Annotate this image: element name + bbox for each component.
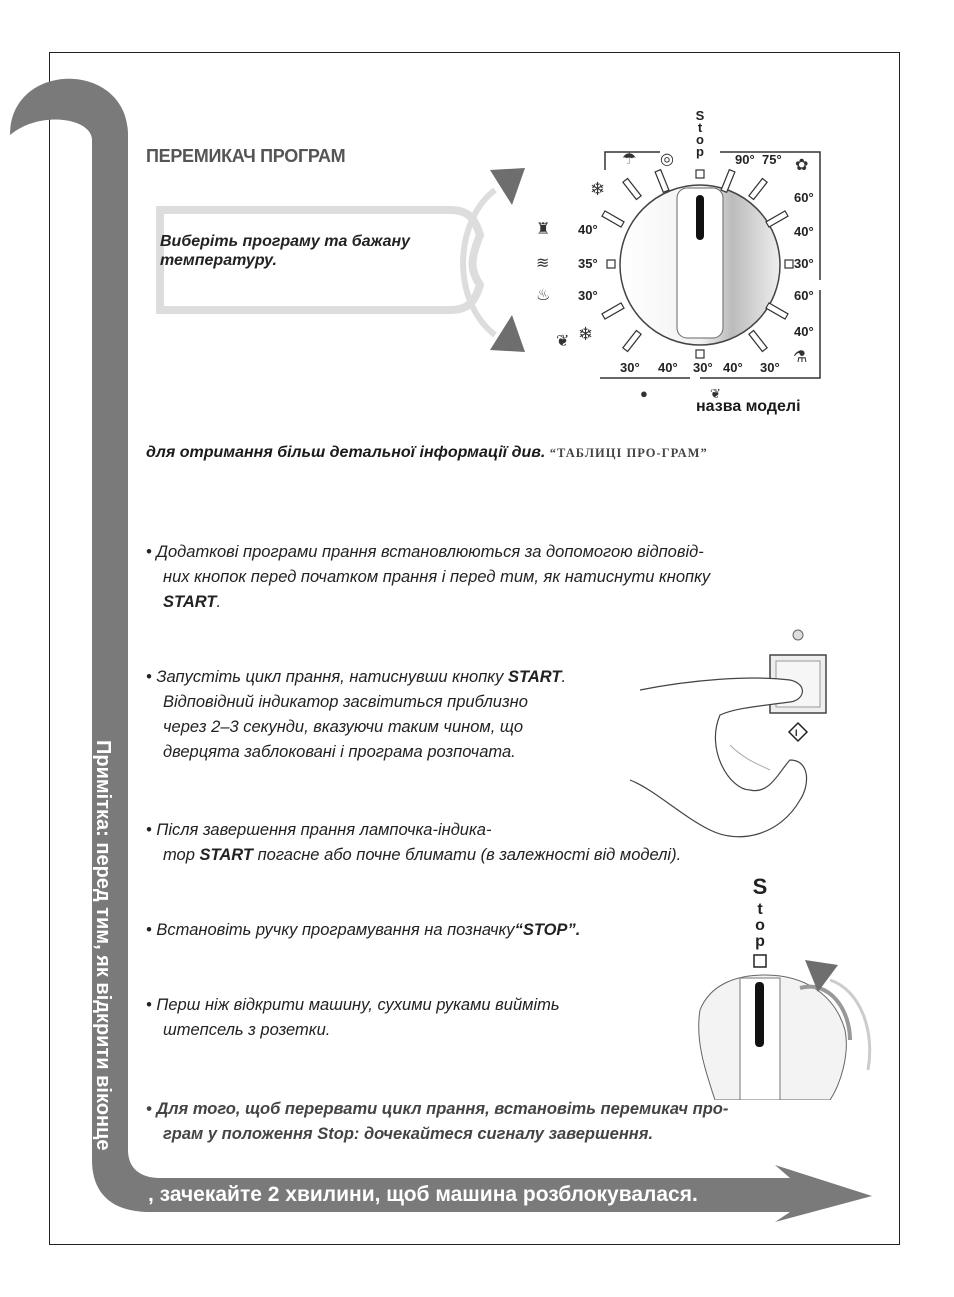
- dial-left-3: 30°: [578, 288, 598, 303]
- dial-stop-p: p: [696, 144, 704, 159]
- stop-knob-illustration: [690, 870, 890, 1100]
- bullet-set-stop: • Встановіть ручку програмування на позначку“STOP”.: [146, 921, 581, 939]
- wool-icon: ●: [640, 386, 648, 400]
- detail-text: для отримання більш детальної інформації див.: [146, 444, 546, 461]
- dial-left-2: 35°: [578, 256, 598, 271]
- rinse-icon: ≋: [536, 255, 550, 272]
- dial-right-4: 60°: [794, 288, 814, 303]
- dial-temp-75: 75°: [762, 152, 782, 167]
- b5-b: штепсель з розетки.: [163, 1021, 331, 1039]
- feather-icon: ❦: [556, 333, 570, 350]
- bullet-start-cycle: • Запустіть цикл прання, натиснувши кнопку START. Відповідний індикатор засвітиться приблизно через 2–3 секунди, вказуючи таким чином, що дверцята заблоковані і програма розпочата.: [146, 668, 567, 761]
- knob-stop-s: S: [752, 874, 768, 899]
- dial-temp-90: 90°: [735, 152, 755, 167]
- b2-a: Запустіть цикл прання, натиснувши кнопку: [156, 668, 504, 686]
- detail-note: [146, 440, 806, 466]
- dial-right-5: 40°: [794, 324, 814, 339]
- snowflake-icon: ❄: [590, 179, 606, 199]
- b1-a: Додаткові програми прання встановлюються за допомогою відповід-: [156, 543, 704, 561]
- handwash-icon: ♨: [536, 287, 551, 304]
- bullet-unplug: • Перш ніж відкрити машину, сухими руками вийміть штепсель з розетки.: [146, 996, 560, 1039]
- model-name-label: назва моделі: [696, 398, 801, 415]
- b4-a: Встановіть ручку програмування на позначку: [156, 921, 515, 939]
- callout-text: [160, 232, 410, 270]
- b3-a: Після завершення прання лампочка-індика-: [156, 821, 492, 839]
- b1-c: START: [163, 593, 217, 611]
- start-icon: [789, 723, 807, 741]
- side-note: Примітка: перед тим, як відкрити віконце: [92, 740, 114, 1151]
- b5-a: Перш ніж відкрити машину, сухими руками вийміть: [156, 996, 560, 1014]
- dial-stop-s: S: [695, 108, 705, 123]
- flask-icon: ⚗: [793, 349, 808, 366]
- shirt-icon: ♜: [536, 221, 551, 238]
- dial-bottom-5: 30°: [760, 360, 780, 375]
- start-button-illustration: [610, 620, 850, 850]
- dial-bottom-3: 30°: [693, 360, 713, 375]
- snowflake-icon: ❄: [578, 324, 594, 344]
- b2-d: через 2–3 секунди, вказуючи таким чином, що: [163, 718, 524, 736]
- shower-icon: ☂: [622, 151, 637, 168]
- b6-a: Для того, щоб перервати цикл прання, встановіть перемикач про-: [156, 1100, 729, 1118]
- b6-b: грам у положення Stop: дочекайтеся сигналу завершення.: [163, 1125, 654, 1143]
- section-title: ПЕРЕМИКАЧ ПРОГРАМ: [146, 146, 346, 166]
- dial-left-1: 40°: [578, 222, 598, 237]
- b4-b: “STOP”.: [514, 921, 581, 939]
- indicator-lamp-icon: [793, 630, 803, 640]
- b3-b: тор: [163, 846, 195, 864]
- knob-stop-t: t: [757, 901, 763, 918]
- dial-bottom-1: 30°: [620, 360, 640, 375]
- b2-e: дверцята заблоковані і програма розпочата.: [163, 743, 516, 761]
- knob-stop-p: p: [755, 933, 765, 950]
- b1-b: них кнопок перед початком прання і перед тим, як натиснути кнопку: [163, 568, 711, 586]
- callout-line2: температуру.: [160, 252, 277, 269]
- b3-d: погасне або почне блимати (в залежності від моделі).: [257, 846, 682, 864]
- detail-ref: “ТАБЛИЦІ ПРО-ГРАМ”: [549, 446, 708, 460]
- b2-c: Відповідний індикатор засвітиться приблизно: [163, 693, 528, 711]
- bullet-after-wash: • Після завершення прання лампочка-індика- тор START погасне або почне блимати (в залежності від моделі).: [146, 821, 682, 864]
- bullet-interrupt: • Для того, щоб перервати цикл прання, встановіть перемикач про- грам у положення Stop: дочекайтеся сигналу завершення.: [146, 1100, 729, 1143]
- dial-right-3: 30°: [794, 256, 814, 271]
- dial-right-1: 60°: [794, 190, 814, 205]
- dial-stop-o: o: [696, 132, 704, 147]
- program-dial: [530, 100, 830, 400]
- knob-stop-o: o: [755, 917, 765, 934]
- cotton-icon: ✿: [795, 157, 809, 174]
- bullet-extra-programs: • Додаткові програми прання встановлюються за допомогою відповід- них кнопок перед початком прання і перед тим, як натиснути кнопку START.: [146, 543, 711, 611]
- b2-b: START: [507, 668, 562, 686]
- spin-icon: ◎: [660, 151, 674, 168]
- dial-bottom-4: 40°: [723, 360, 743, 375]
- dial-right-2: 40°: [794, 224, 814, 239]
- bottom-note: , зачекайте 2 хвилини, щоб машина розблокувалася.: [148, 1183, 698, 1206]
- svg-text:I: I: [795, 728, 798, 738]
- callout-line1: Виберіть програму та бажану: [160, 233, 411, 250]
- b3-c: START: [199, 846, 253, 864]
- feather-small-icon: ❦: [710, 386, 721, 400]
- dial-bottom-2: 40°: [658, 360, 678, 375]
- dial-stop-t: t: [697, 120, 703, 135]
